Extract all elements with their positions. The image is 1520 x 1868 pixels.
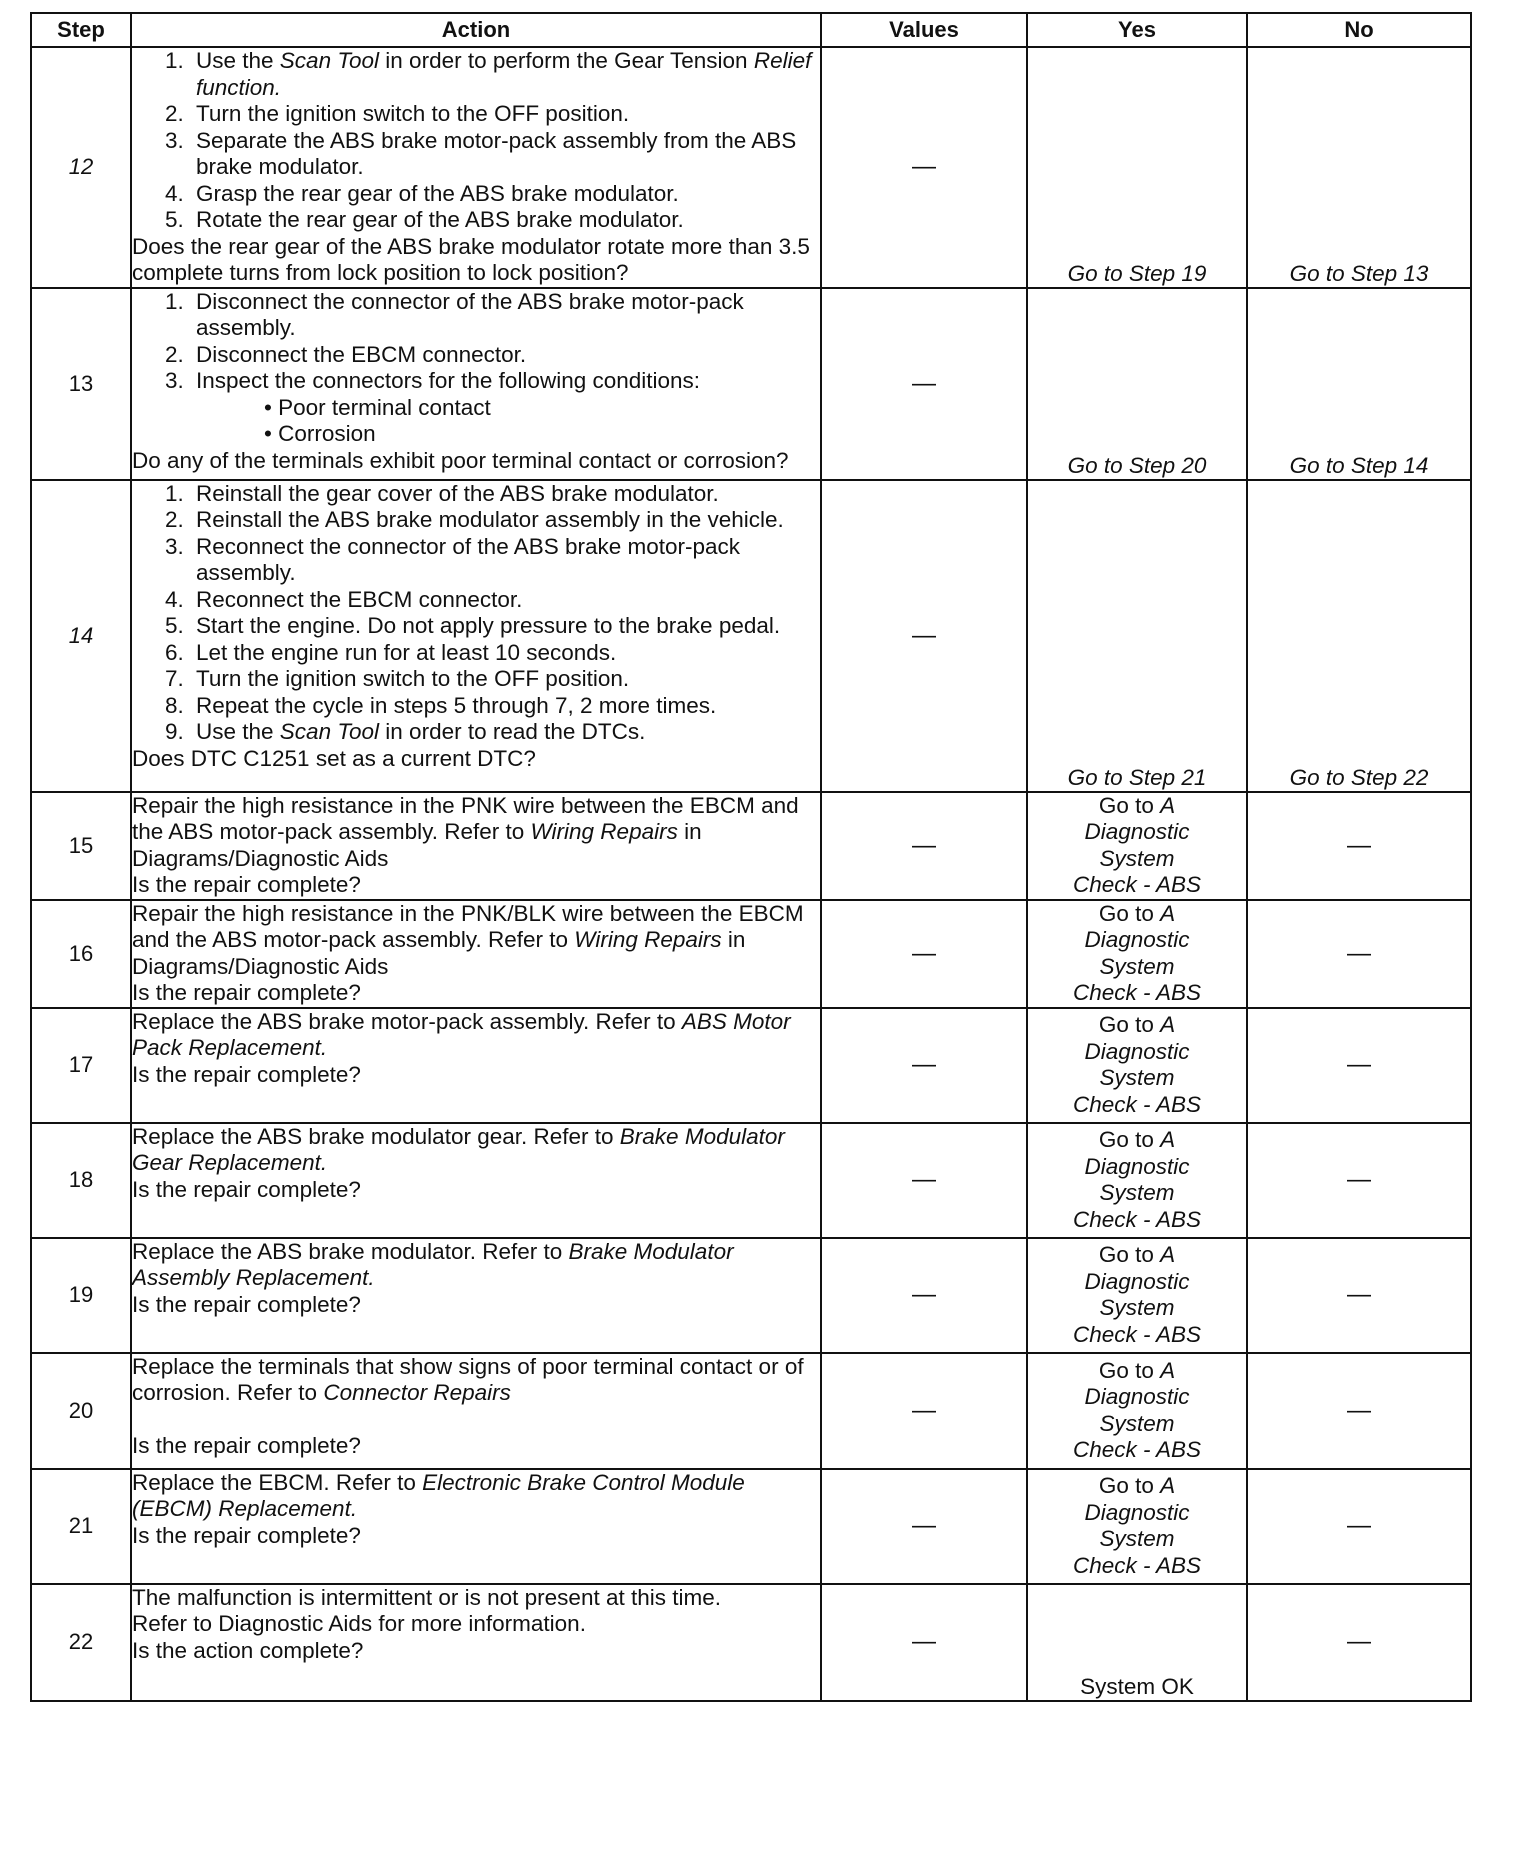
action-cell	[131, 47, 821, 288]
yes-cell: Go to A Diagnostic System Check - ABS	[1027, 900, 1247, 1008]
action-cell	[131, 900, 821, 1008]
action-cell	[131, 1584, 821, 1701]
values-cell: —	[821, 1008, 1027, 1123]
action-step: 4. Reconnect the EBCM connector.	[190, 587, 820, 614]
action-text: Replace the ABS brake motor-pack assembly. Refer to ABS Motor Pack Replacement.	[132, 1008, 791, 1060]
values-cell: —	[821, 288, 1027, 480]
action-cell	[131, 1469, 821, 1584]
step-number: 14	[31, 480, 131, 792]
table-row-step-21	[31, 1469, 1471, 1584]
action-question: Do any of the terminals exhibit poor terminal contact or corrosion?	[132, 447, 789, 473]
values-cell: —	[821, 1584, 1027, 1701]
action-step: 1. Use the Scan Tool in order to perform the Gear Tension Relief function.	[190, 48, 820, 101]
action-step: 6. Let the engine run for at least 10 seconds.	[190, 640, 820, 667]
table-row-step-20	[31, 1353, 1471, 1469]
no-cell: —	[1247, 1353, 1471, 1469]
action-step: 9. Use the Scan Tool in order to read the DTCs.	[190, 719, 820, 746]
action-step: 3. Inspect the connectors for the following conditions: • Poor terminal contact • Corrosion	[190, 368, 820, 448]
yes-cell: Go to Step 20	[1027, 288, 1247, 480]
action-question: Is the repair complete?	[132, 1433, 361, 1458]
header-action: Action	[131, 13, 821, 47]
step-number: 22	[31, 1584, 131, 1701]
table-row-step-22	[31, 1584, 1471, 1701]
values-cell: —	[821, 900, 1027, 1008]
table-row-step-12	[31, 47, 1471, 288]
values-cell: —	[821, 1469, 1027, 1584]
action-steps	[132, 48, 820, 234]
values-cell: —	[821, 792, 1027, 900]
table-row-step-14	[31, 480, 1471, 792]
no-cell: —	[1247, 1469, 1471, 1584]
no-cell: Go to Step 13	[1247, 47, 1471, 288]
action-step: 3. Separate the ABS brake motor-pack assembly from the ABS brake modulator.	[190, 128, 820, 181]
action-question: Is the repair complete?	[132, 1176, 361, 1202]
header-no: No	[1247, 13, 1471, 47]
yes-cell: Go to A Diagnostic System Check - ABS	[1027, 1353, 1247, 1469]
action-step: 2. Turn the ignition switch to the OFF position.	[190, 101, 820, 128]
action-cell	[131, 288, 821, 480]
action-text: Repair the high resistance in the PNK wire between the EBCM and the ABS motor-pack assembly. Refer to Wiring Repairs in Diagrams/Diagnostic Aids	[132, 792, 799, 871]
action-question: Does DTC C1251 set as a current DTC?	[132, 745, 536, 771]
action-step: 2. Reinstall the ABS brake modulator assembly in the vehicle.	[190, 507, 820, 534]
step-number: 13	[31, 288, 131, 480]
action-step: 7. Turn the ignition switch to the OFF position.	[190, 666, 820, 693]
yes-cell: Go to A Diagnostic System Check - ABS	[1027, 792, 1247, 900]
table-row-step-15	[31, 792, 1471, 900]
no-cell: —	[1247, 1584, 1471, 1701]
action-step: 2. Disconnect the EBCM connector.	[190, 342, 820, 369]
action-cell	[131, 1123, 821, 1238]
action-cell	[131, 792, 821, 900]
action-question: Does the rear gear of the ABS brake modulator rotate more than 3.5 complete turns from lock position to lock position?	[132, 233, 810, 285]
action-question: Is the repair complete?	[132, 872, 361, 897]
condition-item: • Poor terminal contact	[258, 395, 820, 422]
action-text: Replace the EBCM. Refer to Electronic Brake Control Module (EBCM) Replacement.	[132, 1469, 745, 1521]
step-number: 20	[31, 1353, 131, 1469]
condition-item: • Corrosion	[258, 421, 820, 448]
yes-cell: Go to A Diagnostic System Check - ABS	[1027, 1469, 1247, 1584]
values-cell: —	[821, 1353, 1027, 1469]
diagnostic-table	[30, 12, 1472, 1702]
action-text: Replace the ABS brake modulator gear. Refer to Brake Modulator Gear Replacement.	[132, 1123, 785, 1175]
values-cell: —	[821, 1238, 1027, 1353]
yes-cell: Go to Step 19	[1027, 47, 1247, 288]
action-question: Is the repair complete?	[132, 980, 361, 1005]
action-text: Repair the high resistance in the PNK/BLK wire between the EBCM and the ABS motor-pack assembly. Refer to Wiring Repairs in Diagrams/Diagnostic Aids	[132, 900, 804, 979]
no-cell: Go to Step 22	[1247, 480, 1471, 792]
no-cell: —	[1247, 1008, 1471, 1123]
step-number: 19	[31, 1238, 131, 1353]
action-cell	[131, 1008, 821, 1123]
values-cell: —	[821, 47, 1027, 288]
no-cell: —	[1247, 1123, 1471, 1238]
yes-cell: Go to A Diagnostic System Check - ABS	[1027, 1123, 1247, 1238]
action-cell	[131, 1238, 821, 1353]
action-step: 5. Rotate the rear gear of the ABS brake modulator.	[190, 207, 820, 234]
action-text: Refer to Diagnostic Aids for more information.	[132, 1611, 586, 1636]
action-text: Replace the terminals that show signs of poor terminal contact or of corrosion. Refer to Connector Repairs	[132, 1353, 804, 1405]
step-number: 17	[31, 1008, 131, 1123]
action-text: The malfunction is intermittent or is not present at this time.	[132, 1584, 721, 1610]
table-row-step-17	[31, 1008, 1471, 1123]
header-yes: Yes	[1027, 13, 1247, 47]
yes-cell: Go to Step 21	[1027, 480, 1247, 792]
step-number: 18	[31, 1123, 131, 1238]
header-values: Values	[821, 13, 1027, 47]
action-steps	[132, 289, 820, 448]
table-row-step-16	[31, 900, 1471, 1008]
action-step: 4. Grasp the rear gear of the ABS brake modulator.	[190, 181, 820, 208]
action-step: 5. Start the engine. Do not apply pressure to the brake pedal.	[190, 613, 820, 640]
action-cell	[131, 480, 821, 792]
action-question: Is the repair complete?	[132, 1522, 361, 1548]
action-step: 8. Repeat the cycle in steps 5 through 7, 2 more times.	[190, 693, 820, 720]
action-question: Is the repair complete?	[132, 1061, 361, 1087]
action-question: Is the repair complete?	[132, 1291, 361, 1317]
action-steps	[132, 481, 820, 746]
action-step: 3. Reconnect the connector of the ABS brake motor-pack assembly.	[190, 534, 820, 587]
yes-cell: Go to A Diagnostic System Check - ABS	[1027, 1008, 1247, 1123]
values-cell: —	[821, 1123, 1027, 1238]
table-row-step-18	[31, 1123, 1471, 1238]
action-question: Is the action complete?	[132, 1637, 364, 1663]
header-row	[31, 13, 1471, 47]
condition-list	[196, 395, 820, 448]
step-number: 21	[31, 1469, 131, 1584]
action-text: Replace the ABS brake modulator. Refer to Brake Modulator Assembly Replacement.	[132, 1238, 734, 1290]
table-row-step-19	[31, 1238, 1471, 1353]
table-row-step-13	[31, 288, 1471, 480]
step-number: 12	[31, 47, 131, 288]
yes-cell: Go to A Diagnostic System Check - ABS	[1027, 1238, 1247, 1353]
no-cell: —	[1247, 1238, 1471, 1353]
action-step: 1. Reinstall the gear cover of the ABS brake modulator.	[190, 481, 820, 508]
no-cell: Go to Step 14	[1247, 288, 1471, 480]
action-cell	[131, 1353, 821, 1469]
step-number: 15	[31, 792, 131, 900]
no-cell: —	[1247, 792, 1471, 900]
values-cell: —	[821, 480, 1027, 792]
step-number: 16	[31, 900, 131, 1008]
no-cell: —	[1247, 900, 1471, 1008]
action-step: 1. Disconnect the connector of the ABS brake motor-pack assembly.	[190, 289, 820, 342]
yes-cell: System OK	[1027, 1584, 1247, 1701]
header-step: Step	[31, 13, 131, 47]
